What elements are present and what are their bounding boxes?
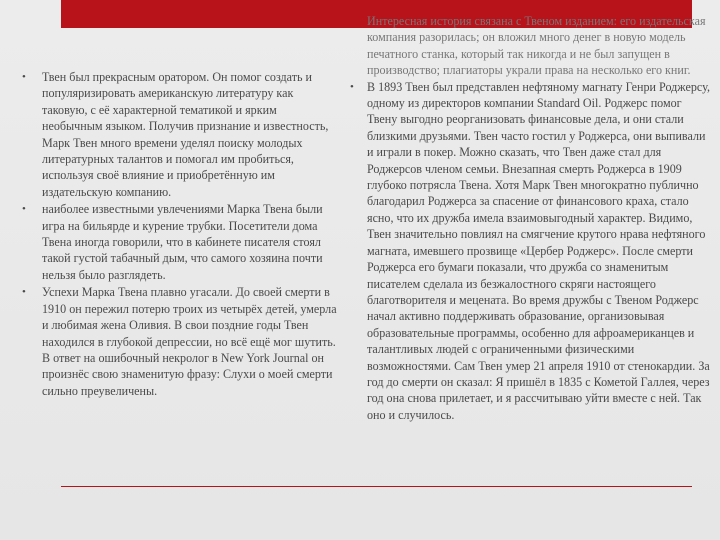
bullet-text: Твен был прекрасным оратором. Он помог создать и популяризировать американскую литературу как таковую, с её характерной тематикой и ярким необычным языком. Получив признание и известность, Марк Твен много времени уделял поиску молодых литературных талантов и помогал им пробиться, используя своё влияние и приобретённую им издательскую компанию.: [42, 70, 329, 199]
bullet-icon: •: [22, 203, 26, 216]
bullet-icon: •: [22, 286, 26, 299]
continuation-paragraph: Интересная история связана с Твеном изданием: его издательская компания разорилась; он вложил много денег в новую модель печатного станка, который так никогда и не был запущен в производство; плагиаторы украли права на несколько его книг.: [367, 14, 706, 78]
bullet-icon: •: [22, 71, 26, 83]
bullet-item-orator: [22, 69, 338, 200]
bullet-icon: •: [350, 80, 354, 93]
bullet-item-rogers: [350, 79, 710, 424]
bullet-text: В 1893 Твен был представлен нефтяному магнату Генри Роджерсу, одному из директоров компании Standard Oil. Роджерс помог Твену выгодно реорганизовать финансовые дела, и они стали близкими друзьями. Твен часто гостил у Роджерса, они выпивали и играли в покер. Можно сказать, что Твен даже стал для Роджерсов членом семьи. Внезапная смерть Роджерса в 1909 глубоко потрясла Твена. Хотя Марк Твен многократно публично благодарил Роджерса за спасение от финансового краха, стало ясно, что их дружба имела взаимовыгодный характер. Видимо, Твен значительно повлиял на смягчение крутого нрава нефтяного магната, имевшего прозвище «Цербер Роджерс». После смерти Роджерса его бумаги показали, что дружба со знаменитым писателем сделала из безжалостного скряги настоящего благотворителя и мецената. Во время дружбы с Твеном Роджерс начал активно поддерживать образование, организовывая образовательные программы, особенно для афроамериканцев и талантливых людей с ограниченными физическими возможностями. Сам Твен умер 21 апреля 1910 от стенокардии. За год до смерти он сказал: Я пришёл в 1835 с Кометой Галлея, через год она снова прилетает, и я рассчитываю уйти вместе с ней. Так оно и случилось.: [367, 79, 710, 422]
bullet-text: наиболее известными увлечениями Марка Твена были игра на бильярде и курение трубки. Посетители дома Твена иногда говорили, что в кабинете писателя стоял такой густой табачный дым, что самого хозяина почти нельзя было разглядеть.: [42, 202, 323, 282]
left-column: [22, 69, 338, 400]
bullet-text: Успехи Марка Твена плавно угасали. До своей смерти в 1910 он пережил потерю троих из четырёх детей, умерла и любимая жена Оливия. В свои поздние годы Твен находился в глубокой депрессии, но всё ещё мог шутить. В ответ на ошибочный некролог в New York Journal он произнёс свою знаменитую фразу: Слухи о моей смерти сильно преувеличены.: [42, 285, 337, 398]
continuation-text: [350, 13, 710, 79]
bullet-item-late-years: [22, 284, 338, 399]
footer-accent-line: [61, 486, 692, 487]
bullet-item-hobbies: [22, 201, 338, 283]
right-column: [350, 13, 710, 423]
